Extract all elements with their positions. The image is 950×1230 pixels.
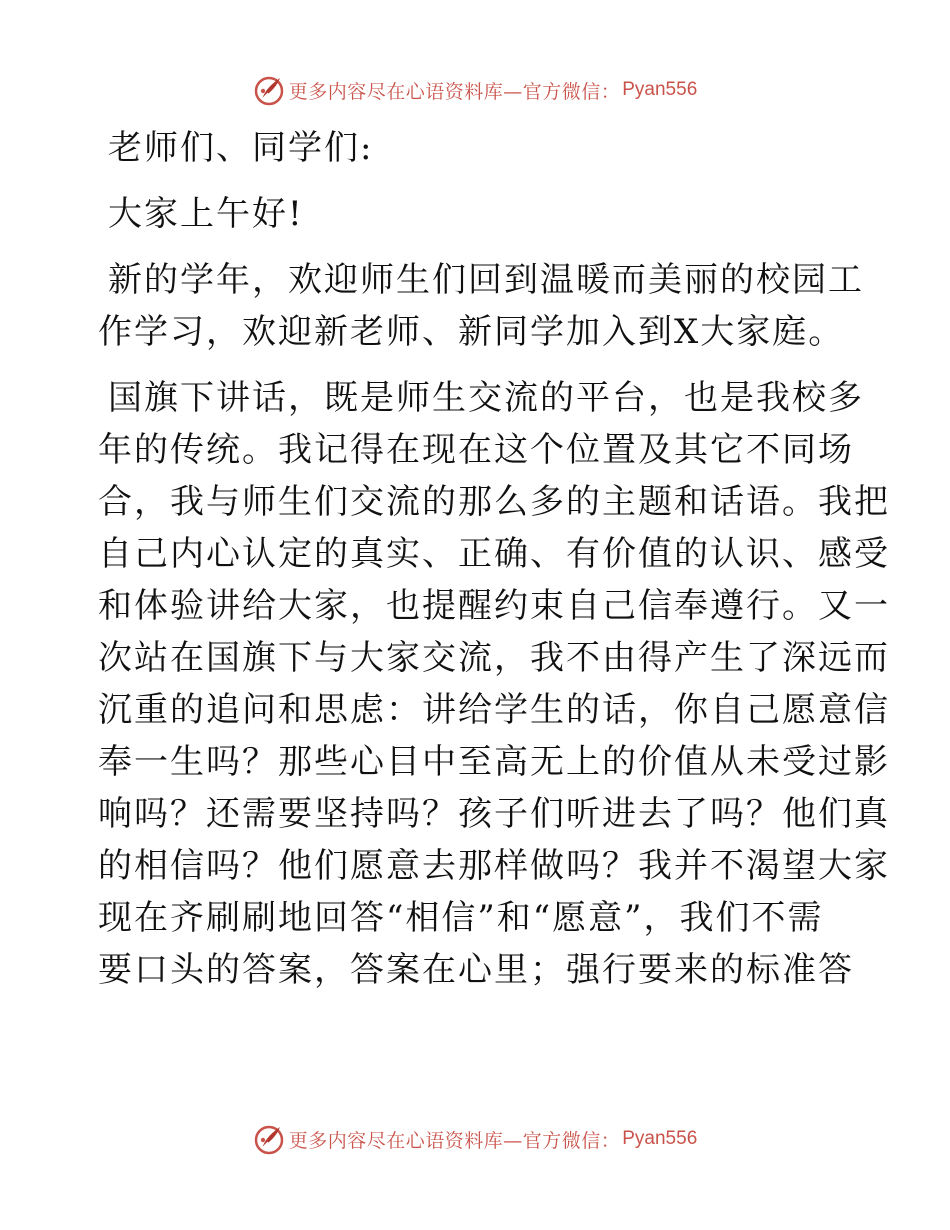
text-line: 作学习，欢迎新老师、新同学加入到X大家庭。: [98, 312, 845, 352]
text-line: 现在齐刷刷地回答“相信”和“愿意”，我们不需: [98, 898, 824, 938]
text-line: 国旗下讲话，既是师生交流的平台，也是我校多: [108, 378, 864, 418]
text-line: 的相信吗？他们愿意去那样做吗？我并不渴望大家: [98, 846, 890, 886]
quill-logo-icon: [253, 74, 285, 106]
footer-watermark-text: 更多内容尽在心语资料库—官方微信：: [288, 1129, 621, 1152]
header-watermark-text: 更多内容尽在心语资料库—官方微信：: [288, 80, 621, 103]
document-body: [98, 122, 890, 996]
text-line: 年的传统。我记得在现在这个位置及其它不同场: [98, 430, 854, 470]
text-line: 自己内心认定的真实、正确、有价值的认识、感受: [98, 534, 890, 574]
paragraph-1: [98, 254, 864, 358]
footer-wechat-id: Pyan556: [622, 1128, 698, 1149]
text-line: 次站在国旗下与大家交流，我不由得产生了深远而: [98, 638, 890, 678]
header-wechat-id: Pyan556: [622, 79, 698, 100]
text-line: 要口头的答案，答案在心里；强行要来的标准答: [98, 950, 854, 990]
footer-watermark: [0, 1119, 950, 1159]
salutation: 老师们、同学们:: [108, 128, 374, 168]
text-line: 沉重的追问和思虑：讲给学生的话，你自己愿意信: [98, 690, 890, 730]
text-line: 合，我与师生们交流的那么多的主题和话语。我把: [98, 482, 890, 522]
header-watermark: [0, 70, 950, 110]
paragraph-2: [98, 372, 890, 996]
text-line: 和体验讲给大家，也提醒约束自己信奉遵行。又一: [98, 586, 890, 626]
greeting: 大家上午好!: [108, 194, 304, 234]
quill-logo-icon: [253, 1123, 285, 1155]
text-line: 奉一生吗？那些心目中至高无上的价值从未受过影: [98, 742, 890, 782]
text-line: 新的学年，欢迎师生们回到温暖而美丽的校园工: [108, 260, 864, 300]
text-line: 响吗？还需要坚持吗？孩子们听进去了吗？他们真: [98, 794, 890, 834]
